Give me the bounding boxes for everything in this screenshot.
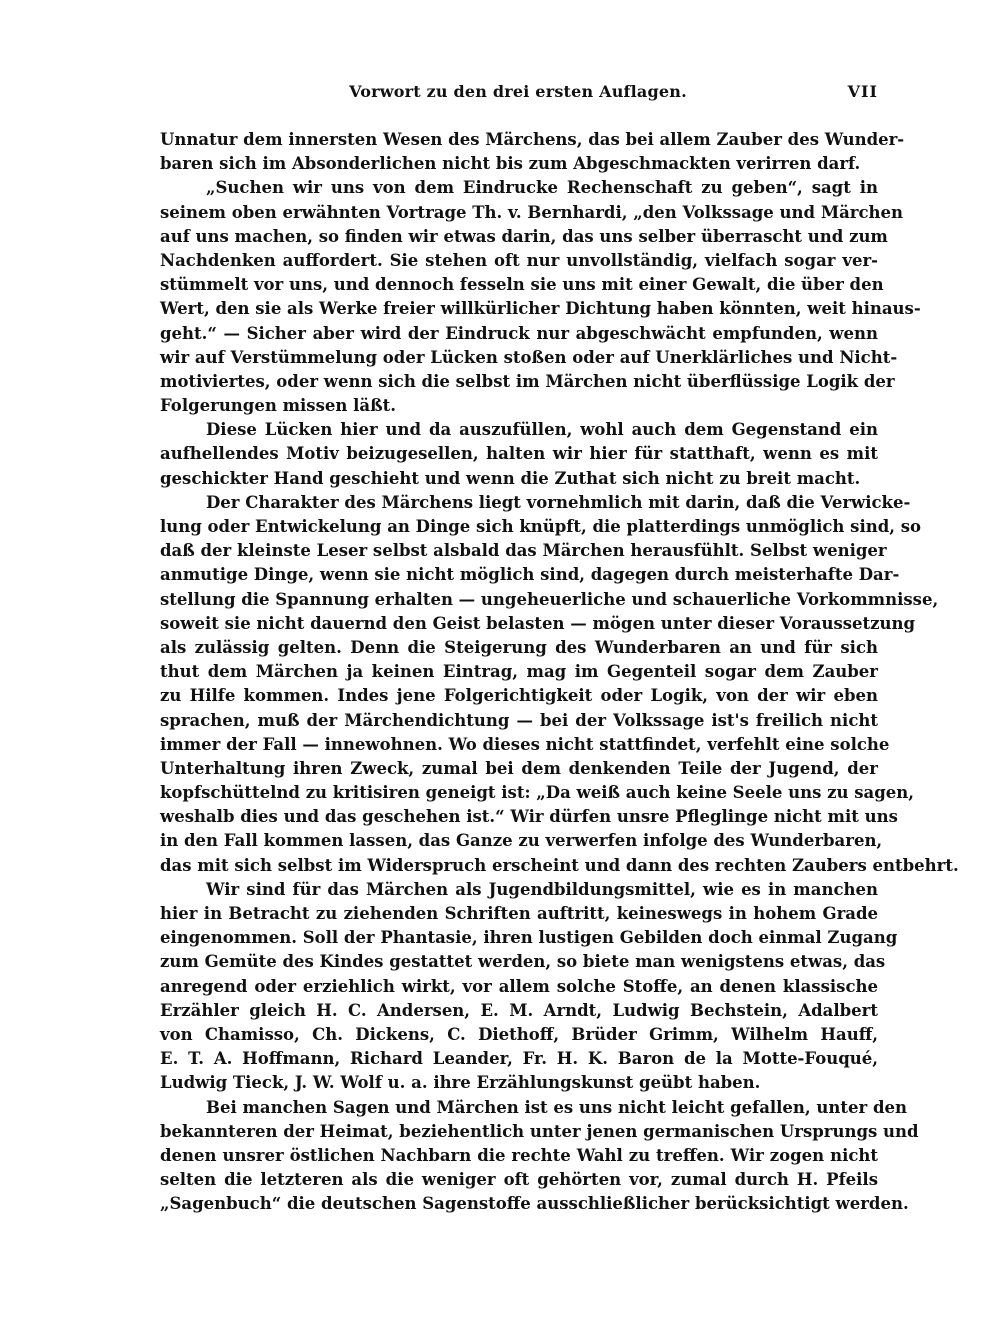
text-line: geschickter Hand geschieht und wenn die Zuthat sich nicht zu breit macht. (160, 468, 861, 488)
text-line: zum Gemüte des Kindes gestattet werden, so biete man wenigstens etwas, das (160, 952, 886, 972)
text-line: in den Fall kommen lassen, das Ganze zu verwerfen infolge des Wunderbaren, (160, 831, 883, 851)
text-line: Folgerungen missen läßt. (160, 396, 396, 416)
text-line: Der Charakter des Märchens liegt vornehmlich mit darin, daß die Verwicke- (206, 492, 911, 512)
text-line: seinem oben erwähnten Vortrage Th. v. Bernhardi, „den Volkssage und Märchen (160, 202, 903, 222)
text-line: Wir sind für das Märchen als Jugendbildungsmittel, wie es in manchen (206, 879, 878, 899)
text-line: Erzähler gleich H. C. Andersen, E. M. Arndt, Ludwig Bechstein, Adalbert (160, 1000, 878, 1020)
text-line: daß der kleinste Leser selbst alsbald das Märchen herausfühlt. Selbst weniger (160, 541, 887, 561)
text-line: von Chamisso, Ch. Dickens, C. Diethoff, Brüder Grimm, Wilhelm Hauff, (160, 1024, 878, 1044)
text-line: aufhellendes Motiv beizugesellen, halten wir hier für statthaft, wenn es mit (160, 444, 878, 464)
text-line: „Suchen wir uns von dem Eindrucke Rechenschaft zu geben“, sagt in (206, 178, 878, 198)
text-line: eingenommen. Soll der Phantasie, ihren lustigen Gebilden doch einmal Zugang (160, 928, 898, 948)
text-line: „Sagenbuch“ die deutschen Sagenstoffe ausschließlicher berücksichtigt werden. (160, 1194, 909, 1214)
text-line: auf uns machen, so finden wir etwas darin, das uns selber überrascht und zum (160, 226, 888, 246)
text-line: bekannteren der Heimat, beziehentlich unter jenen germanischen Ursprungs und (160, 1121, 919, 1141)
text-line: thut dem Märchen ja keinen Eintrag, mag im Gegenteil sogar dem Zauber (160, 662, 878, 682)
text-line: als zulässig gelten. Denn die Steigerung des Wunderbaren an und für sich (160, 637, 878, 657)
text-line: stümmelt vor uns, und dennoch fesseln sie uns mit einer Gewalt, die über den (160, 275, 884, 295)
text-line: stellung die Spannung erhalten — ungeheuerliche und schauerliche Vorkommnisse, (160, 589, 939, 609)
running-title: Vorwort zu den drei ersten Auflagen. (349, 82, 687, 101)
text-line: soweit sie nicht dauernd den Geist belasten — mögen unter dieser Voraussetzung (160, 613, 916, 633)
text-line: lung oder Entwickelung an Dinge sich knüpft, die platterdings unmöglich sind, so (160, 517, 922, 536)
text-line: E. T. A. Hoffmann, Richard Leander, Fr. H. K. Baron de la Motte-Fouqué, (160, 1049, 878, 1069)
text-line: geht.“ — Sicher aber wird der Eindruck nur abgeschwächt empfunden, wenn (160, 323, 878, 343)
text-line: anregend oder erziehlich wirkt, vor allem solche Stoffe, an denen klassische (160, 976, 878, 996)
text-line: kopfschüttelnd zu kritisiren geneigt ist: „Da weiß auch keine Seele uns zu sagen, (160, 783, 914, 803)
page-header (158, 82, 878, 108)
text-line: baren sich im Absonderlichen nicht bis zum Abgeschmackten verirren darf. (160, 154, 861, 174)
text-line: sprachen, muß der Märchendichtung — bei der Volkssage ist's freilich nicht (160, 710, 878, 730)
text-line: weshalb dies und das geschehen ist.“ Wir dürfen unsre Pfleglinge nicht mit uns (160, 807, 898, 827)
text-line: das mit sich selbst im Widerspruch erscheint und dann des rechten Zaubers entbehrt. (160, 855, 959, 875)
text-line: Ludwig Tieck, J. W. Wolf u. a. ihre Erzählungskunst geübt haben. (160, 1073, 761, 1093)
text-line: motiviertes, oder wenn sich die selbst im Märchen nicht überflüssige Logik der (160, 371, 895, 391)
text-line: Bei manchen Sagen und Märchen ist es uns nicht leicht gefallen, unter den (206, 1097, 907, 1117)
text-line: wir auf Verstümmelung oder Lücken stoßen oder auf Unerklärliches und Nicht- (160, 347, 898, 367)
text-line: hier in Betracht zu ziehenden Schriften auftritt, keineswegs in hohem Grade (160, 904, 878, 923)
body-text (160, 128, 959, 1216)
text-line: immer der Fall — innewohnen. Wo dieses nicht stattfindet, verfehlt eine solche (160, 734, 890, 754)
text-line: Wert, den sie als Werke freier willkürlicher Dichtung haben könnten, weit hinaus- (160, 299, 921, 319)
text-line: Diese Lücken hier und da auszufüllen, wohl auch dem Gegenstand ein (206, 420, 878, 440)
text-line: anmutige Dinge, wenn sie nicht möglich sind, dagegen durch meisterhafte Dar- (160, 565, 900, 585)
text-line: selten die letzteren als die weniger oft gehörten vor, zumal durch H. Pfeils (160, 1170, 878, 1190)
text-line: Unnatur dem innersten Wesen des Märchens, das bei allem Zauber des Wunder- (160, 130, 905, 149)
text-line: zu Hilfe kommen. Indes jene Folgerichtigkeit oder Logik, von der wir eben (160, 686, 878, 706)
text-line: Nachdenken auffordert. Sie stehen oft nur unvollständig, vielfach sogar ver- (160, 250, 878, 270)
text-line: denen unsrer östlichen Nachbarn die rechte Wahl zu treffen. Wir zogen nicht (160, 1145, 878, 1165)
page-number: VII (847, 82, 878, 101)
text-line: Unterhaltung ihren Zweck, zumal bei dem denkenden Teile der Jugend, der (160, 758, 878, 778)
